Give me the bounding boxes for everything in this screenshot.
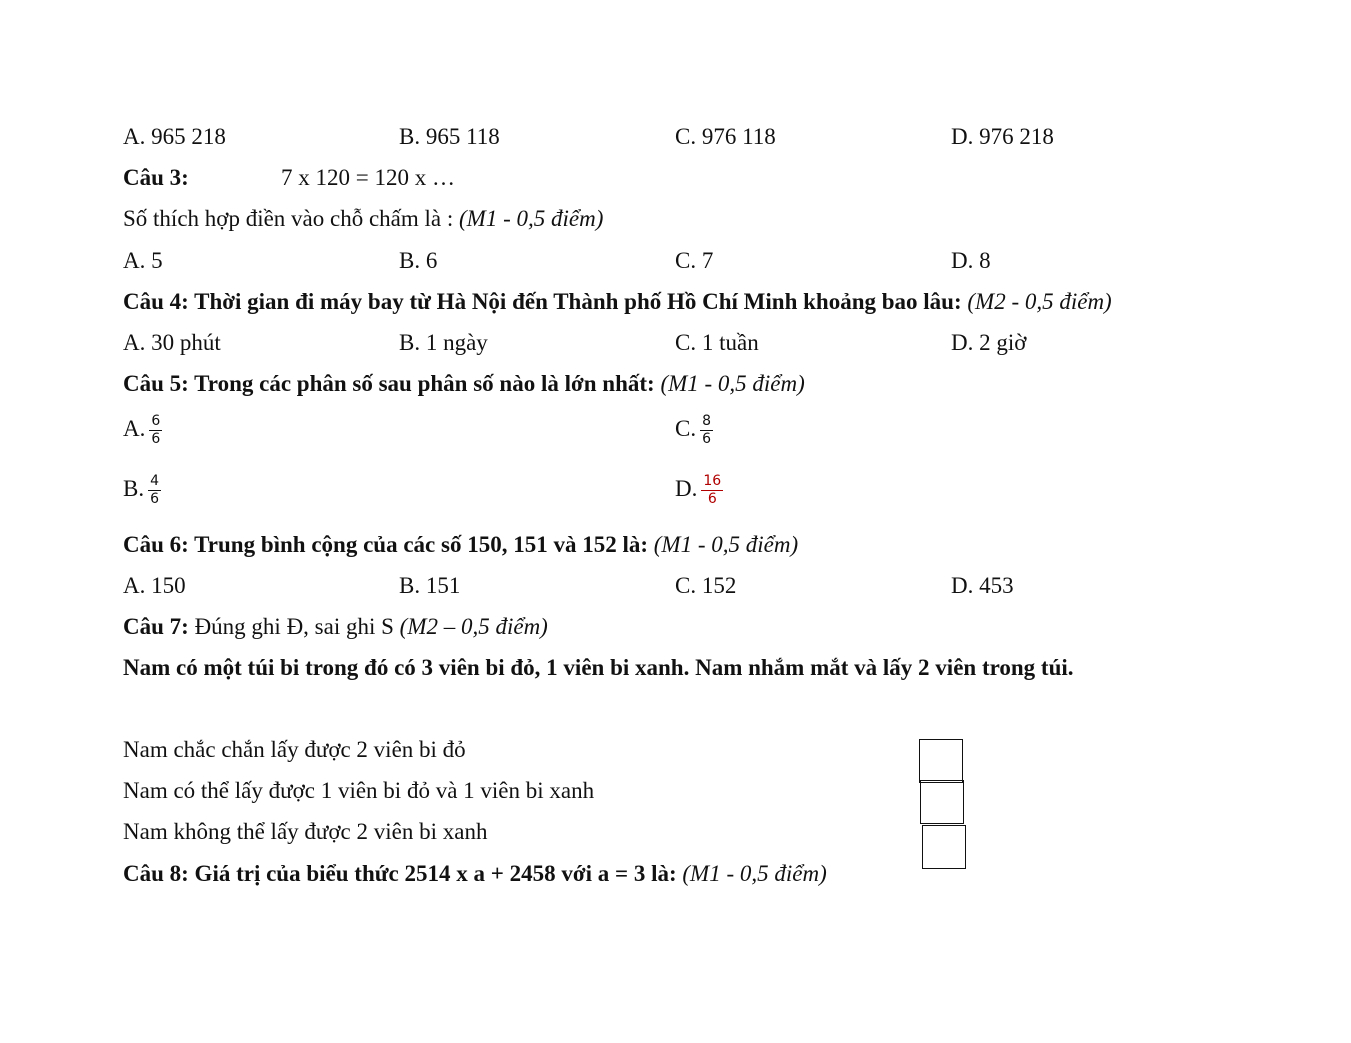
q6-option-d: D. 453 bbox=[951, 573, 1014, 598]
q7-item-1: Nam chắc chắn lấy được 2 viên bi đỏ bbox=[123, 737, 466, 762]
q7-item-2: Nam có thể lấy được 1 viên bi đỏ và 1 viên bi xanh bbox=[123, 778, 595, 803]
q3-heading bbox=[123, 164, 455, 192]
q6-option-a: A. 150 bbox=[123, 573, 186, 598]
q4-option-d: D. 2 giờ bbox=[951, 330, 1027, 355]
q3-option-b: B. 6 bbox=[399, 248, 438, 273]
q5-option-c bbox=[675, 413, 713, 448]
q6-points: (M1 - 0,5 điểm) bbox=[653, 532, 799, 557]
q6-label: Câu 6: Trung bình cộng của các số 150, 151 và 152 là: bbox=[123, 532, 654, 557]
q5-option-b-letter: B. bbox=[123, 475, 145, 501]
q6-heading bbox=[123, 531, 798, 559]
fraction-denominator: 6 bbox=[151, 431, 161, 447]
q3-expression: 7 x 120 = 120 x … bbox=[281, 165, 455, 190]
fraction-denominator: 6 bbox=[702, 431, 712, 447]
q8-label: Câu 8: Giá trị của biểu thức 2514 x a + 2458 với a = 3 là: bbox=[123, 861, 683, 886]
q4-option-b: B. 1 ngày bbox=[399, 330, 488, 355]
q5-option-a-fraction bbox=[149, 413, 162, 448]
q5-label: Câu 5: Trong các phân số sau phân số nào là lớn nhất: bbox=[123, 371, 661, 396]
q4-heading bbox=[123, 288, 1112, 316]
q8-heading bbox=[123, 860, 827, 888]
q2-option-b: B. 965 118 bbox=[399, 124, 500, 149]
q4-option-c: C. 1 tuần bbox=[675, 330, 759, 355]
q5-option-d-letter: D. bbox=[675, 475, 698, 501]
q7-statement bbox=[123, 654, 1074, 682]
q6-option-c: C. 152 bbox=[675, 573, 737, 598]
q4-option-a: A. 30 phút bbox=[123, 330, 221, 355]
q5-option-d-fraction bbox=[701, 473, 723, 508]
q5-option-b-fraction bbox=[148, 473, 161, 508]
q3-option-d: D. 8 bbox=[951, 248, 991, 273]
answer-box-2[interactable] bbox=[920, 780, 964, 824]
answer-box-3[interactable] bbox=[922, 825, 966, 869]
fraction-numerator: 8 bbox=[702, 413, 712, 429]
q3-prompt: Số thích hợp điền vào chỗ chấm là : bbox=[123, 206, 460, 231]
q5-option-d bbox=[675, 473, 723, 508]
q3-label: Câu 3: bbox=[123, 165, 189, 190]
q3-option-a: A. 5 bbox=[123, 248, 163, 273]
q5-option-b bbox=[123, 473, 161, 508]
q2-option-c: C. 976 118 bbox=[675, 124, 776, 149]
q7-item-3: Nam không thể lấy được 2 viên bi xanh bbox=[123, 819, 488, 844]
q7-points: (M2 – 0,5 điểm) bbox=[399, 614, 548, 639]
q7-instruction: Đúng ghi Đ, sai ghi S bbox=[188, 614, 400, 639]
q2-option-a: A. 965 218 bbox=[123, 124, 226, 149]
q2-option-d: D. 976 218 bbox=[951, 124, 1054, 149]
q3-option-c: C. 7 bbox=[675, 248, 714, 273]
q5-option-a bbox=[123, 413, 162, 448]
fraction-numerator: 4 bbox=[150, 473, 160, 489]
q3-prompt-line bbox=[123, 205, 603, 233]
q8-points: (M1 - 0,5 điểm) bbox=[682, 861, 827, 886]
q5-points: (M1 - 0,5 điểm) bbox=[660, 371, 805, 396]
q4-points: (M2 - 0,5 điểm) bbox=[967, 289, 1112, 314]
q5-option-a-letter: A. bbox=[123, 415, 146, 441]
q7-label: Câu 7: bbox=[123, 614, 189, 639]
answer-box-1[interactable] bbox=[919, 739, 963, 783]
fraction-denominator: 6 bbox=[150, 491, 160, 507]
q4-label: Câu 4: Thời gian đi máy bay từ Hà Nội đến Thành phố Hồ Chí Minh khoảng bao lâu: bbox=[123, 289, 968, 314]
q3-points: (M1 - 0,5 điểm) bbox=[459, 206, 604, 231]
q5-option-c-letter: C. bbox=[675, 415, 697, 441]
q6-option-b: B. 151 bbox=[399, 573, 461, 598]
q7-statement-text: Nam có một túi bi trong đó có 3 viên bi đỏ, 1 viên bi xanh. Nam nhắm mắt và lấy 2 viên trong túi. bbox=[123, 655, 1074, 680]
fraction-numerator: 6 bbox=[151, 413, 161, 429]
q5-heading bbox=[123, 370, 805, 398]
q5-option-c-fraction bbox=[700, 413, 713, 448]
fraction-numerator: 16 bbox=[703, 473, 722, 489]
fraction-denominator: 6 bbox=[707, 491, 717, 507]
q7-heading bbox=[123, 613, 548, 641]
